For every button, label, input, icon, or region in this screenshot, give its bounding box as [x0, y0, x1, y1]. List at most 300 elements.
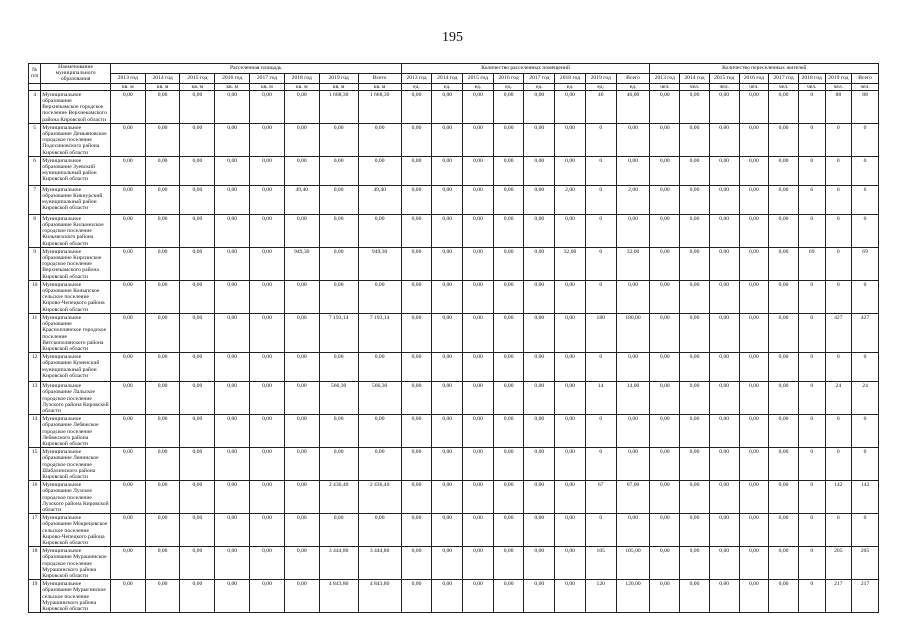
cell-people: 0,00: [769, 481, 799, 514]
cell-area: 49,40: [358, 185, 401, 214]
cell-people: 0,00: [680, 247, 710, 280]
cell-people: 0,00: [739, 156, 769, 185]
cell-area: 0,00: [215, 415, 250, 448]
municipality-name: Муниципальное образование Красноплянское городское поселение Вятскополянского района Кировской области: [41, 313, 111, 352]
cell-rooms: 0,00: [401, 280, 432, 313]
year-people-header: 2015 год: [709, 73, 739, 83]
cell-area: 0,00: [215, 382, 250, 415]
unit-rooms: ед.: [463, 83, 494, 90]
cell-area: 949,30: [284, 247, 319, 280]
cell-area: 0,00: [180, 247, 215, 280]
unit-rooms: ед.: [585, 83, 616, 90]
year-rooms-header: 2018 год: [555, 73, 586, 83]
year-rooms-header: 2017 год: [524, 73, 555, 83]
cell-area: 0,00: [145, 481, 180, 514]
cell-people: 142: [852, 481, 879, 514]
unit-area: кв. м: [284, 83, 319, 90]
cell-rooms: 0: [585, 514, 616, 547]
table-row: [29, 382, 879, 415]
cell-rooms: 0,00: [524, 313, 555, 352]
cell-rooms: 0,00: [524, 353, 555, 382]
cell-rooms: 0,00: [401, 123, 432, 156]
cell-people: 0,00: [650, 448, 680, 481]
cell-people: 0,00: [709, 123, 739, 156]
cell-people: 0,00: [650, 214, 680, 247]
cell-people: 0,00: [739, 481, 769, 514]
unit-people: чел.: [650, 83, 680, 90]
year-area-header: 2018 год: [284, 73, 319, 83]
cell-rooms: 0,00: [616, 214, 650, 247]
municipality-name: Муниципальное образование Ленинское городское поселение Шабалинского района Кировской области: [41, 448, 111, 481]
cell-area: 0,00: [250, 448, 285, 481]
cell-area: 0,00: [319, 353, 358, 382]
year-rooms-header: 2016 год: [493, 73, 524, 83]
cell-people: 0,00: [769, 448, 799, 481]
cell-area: 0,00: [250, 382, 285, 415]
cell-area: 0,00: [284, 382, 319, 415]
cell-rooms: 120: [585, 580, 616, 613]
cell-area: 0,00: [250, 547, 285, 580]
cell-rooms: 0,00: [463, 481, 494, 514]
table-row: [29, 247, 879, 280]
cell-area: 0,00: [215, 214, 250, 247]
cell-area: 0,00: [250, 280, 285, 313]
cell-rooms: 0,00: [555, 313, 586, 352]
cell-area: 0,00: [180, 514, 215, 547]
cell-rooms: 0,00: [493, 247, 524, 280]
cell-rooms: 0,00: [432, 382, 463, 415]
cell-area: 0,00: [215, 313, 250, 352]
cell-people: 0,00: [739, 247, 769, 280]
cell-rooms: 0,00: [616, 156, 650, 185]
cell-people: 0,00: [769, 382, 799, 415]
unit-area: кв. м: [145, 83, 180, 90]
cell-people: 6: [798, 185, 825, 214]
cell-rooms: 0,00: [493, 481, 524, 514]
cell-people: 0,00: [739, 580, 769, 613]
unit-area: кв. м: [250, 83, 285, 90]
cell-area: 0,00: [145, 382, 180, 415]
cell-rooms: 0,00: [401, 90, 432, 123]
header-name: Наименование муниципального образования: [41, 64, 111, 84]
cell-people: 0,00: [650, 580, 680, 613]
cell-area: 0,00: [215, 90, 250, 123]
cell-area: 0,00: [284, 156, 319, 185]
cell-area: 0,00: [215, 247, 250, 280]
cell-people: 0: [852, 448, 879, 481]
cell-rooms: 0,00: [463, 547, 494, 580]
cell-rooms: 0,00: [555, 481, 586, 514]
cell-area: 0,00: [110, 185, 145, 214]
cell-people: 0: [825, 353, 852, 382]
cell-rooms: 0: [585, 415, 616, 448]
year-area-header: 2016 год: [215, 73, 250, 83]
cell-area: 0,00: [284, 547, 319, 580]
cell-area: 0,00: [250, 247, 285, 280]
cell-area: 0,00: [110, 280, 145, 313]
year-area-header: 2013 год: [110, 73, 145, 83]
cell-area: 0,00: [180, 280, 215, 313]
cell-rooms: 0,00: [432, 580, 463, 613]
cell-people: 0,00: [650, 382, 680, 415]
cell-area: 2 436,40: [319, 481, 358, 514]
cell-area: 0,00: [110, 313, 145, 352]
municipality-name: Муниципальное образование Мурыгинское сельское поселение Мурашинского района Кировской области: [41, 580, 111, 613]
cell-area: 0,00: [250, 156, 285, 185]
cell-rooms: 0,00: [616, 415, 650, 448]
cell-people: 0,00: [709, 214, 739, 247]
cell-people: 0: [825, 514, 852, 547]
row-number: 18: [29, 547, 41, 580]
cell-people: 0,00: [680, 90, 710, 123]
cell-area: 0,00: [110, 123, 145, 156]
cell-people: 6: [852, 185, 879, 214]
cell-rooms: 32,00: [616, 247, 650, 280]
cell-rooms: 0,00: [432, 481, 463, 514]
resettlement-table: [28, 63, 879, 613]
cell-people: 0,00: [739, 547, 769, 580]
cell-area: 566,30: [319, 382, 358, 415]
table-row: [29, 580, 879, 613]
cell-rooms: 0,00: [524, 415, 555, 448]
cell-rooms: 0,00: [463, 353, 494, 382]
row-number: 14: [29, 415, 41, 448]
cell-people: 0,00: [680, 353, 710, 382]
year-rooms-header: Всего: [616, 73, 650, 83]
cell-area: 949,30: [358, 247, 401, 280]
cell-people: 0,00: [739, 214, 769, 247]
cell-people: 0,00: [650, 415, 680, 448]
cell-rooms: 0,00: [555, 214, 586, 247]
cell-area: 0,00: [110, 90, 145, 123]
cell-area: 0,00: [180, 90, 215, 123]
cell-rooms: 0,00: [432, 547, 463, 580]
cell-rooms: 0,00: [493, 280, 524, 313]
table-row: [29, 280, 879, 313]
cell-people: 0: [825, 156, 852, 185]
cell-area: 0,00: [215, 481, 250, 514]
cell-people: 0,00: [650, 247, 680, 280]
table-row: [29, 156, 879, 185]
cell-rooms: 180,00: [616, 313, 650, 352]
unit-rooms: ед.: [555, 83, 586, 90]
cell-rooms: 0,00: [555, 280, 586, 313]
cell-people: 0,00: [769, 514, 799, 547]
unit-rooms: ед.: [432, 83, 463, 90]
cell-people: 0: [852, 415, 879, 448]
cell-people: 0,00: [739, 382, 769, 415]
year-people-header: 2017 год: [769, 73, 799, 83]
cell-area: 0,00: [215, 514, 250, 547]
cell-people: 0: [825, 214, 852, 247]
cell-people: 0,00: [709, 247, 739, 280]
unit-people: чел.: [852, 83, 879, 90]
cell-rooms: 180: [585, 313, 616, 352]
cell-people: 0: [852, 214, 879, 247]
cell-rooms: 0,00: [463, 280, 494, 313]
cell-area: 0,00: [110, 156, 145, 185]
cell-area: 0,00: [180, 382, 215, 415]
row-number: 7: [29, 185, 41, 214]
cell-area: 0,00: [358, 123, 401, 156]
cell-people: 217: [825, 580, 852, 613]
cell-rooms: 46,00: [616, 90, 650, 123]
cell-people: 0,00: [680, 280, 710, 313]
cell-rooms: 0,00: [401, 185, 432, 214]
cell-rooms: 0,00: [463, 448, 494, 481]
cell-area: 0,00: [358, 448, 401, 481]
cell-area: 0,00: [180, 547, 215, 580]
cell-people: 0,00: [650, 123, 680, 156]
cell-area: 0,00: [180, 313, 215, 352]
cell-people: 0,00: [650, 156, 680, 185]
cell-people: 0: [852, 156, 879, 185]
cell-area: 0,00: [358, 156, 401, 185]
cell-rooms: 0,00: [616, 353, 650, 382]
year-people-header: 2019 год: [825, 73, 852, 83]
cell-area: 0,00: [145, 123, 180, 156]
cell-rooms: 0,00: [616, 448, 650, 481]
cell-rooms: 0,00: [493, 214, 524, 247]
cell-rooms: 0: [585, 123, 616, 156]
year-area-header: Всего: [358, 73, 401, 83]
year-people-header: 2013 год: [650, 73, 680, 83]
header-num: № п/п: [29, 64, 41, 84]
cell-area: 0,00: [145, 247, 180, 280]
cell-rooms: 0,00: [493, 185, 524, 214]
cell-area: 0,00: [319, 247, 358, 280]
cell-people: 0: [852, 280, 879, 313]
cell-rooms: 0,00: [432, 313, 463, 352]
cell-rooms: 0,00: [432, 156, 463, 185]
cell-people: 0,00: [739, 280, 769, 313]
cell-rooms: 2,00: [555, 185, 586, 214]
municipality-name: Муниципальное образование Верхнекамское городское поселение Верхнекамского района Кировской области: [41, 90, 111, 123]
cell-rooms: 0: [585, 280, 616, 313]
cell-people: 0,00: [709, 353, 739, 382]
cell-rooms: 0,00: [432, 90, 463, 123]
table-row: [29, 448, 879, 481]
cell-area: 0,00: [215, 185, 250, 214]
table-row: [29, 185, 879, 214]
cell-people: 0,00: [739, 448, 769, 481]
cell-people: 0,00: [650, 280, 680, 313]
cell-people: 0,00: [680, 415, 710, 448]
cell-people: 0,00: [709, 481, 739, 514]
cell-people: 0,00: [680, 481, 710, 514]
cell-people: 0,00: [650, 481, 680, 514]
cell-rooms: 32,00: [555, 247, 586, 280]
cell-people: 0,00: [709, 415, 739, 448]
cell-area: 0,00: [110, 353, 145, 382]
cell-people: 0: [798, 353, 825, 382]
cell-people: 0: [798, 382, 825, 415]
cell-rooms: 0,00: [463, 123, 494, 156]
cell-people: 88: [825, 90, 852, 123]
cell-area: 0,00: [180, 448, 215, 481]
cell-area: 0,00: [319, 214, 358, 247]
cell-area: 0,00: [145, 313, 180, 352]
unit-area: кв. м: [110, 83, 145, 90]
cell-rooms: 0: [585, 448, 616, 481]
cell-people: 0,00: [739, 514, 769, 547]
cell-rooms: 0,00: [555, 382, 586, 415]
municipality-name: Муниципальное образование Лебяжское городское поселение Лебяжского района Кировской области: [41, 415, 111, 448]
cell-people: 205: [825, 547, 852, 580]
cell-rooms: 0,00: [432, 123, 463, 156]
cell-area: 0,00: [180, 156, 215, 185]
cell-area: 0,00: [180, 415, 215, 448]
cell-people: 0: [798, 214, 825, 247]
cell-people: 0: [798, 123, 825, 156]
row-number: 8: [29, 214, 41, 247]
cell-people: 142: [825, 481, 852, 514]
cell-area: 1 668,30: [319, 90, 358, 123]
cell-rooms: 0,00: [463, 382, 494, 415]
cell-area: 0,00: [215, 448, 250, 481]
municipality-name: Муниципальное образование Мокрецовское сельское поселение Кирово-Чепецкого района Кировской области: [41, 514, 111, 547]
cell-rooms: 14,00: [616, 382, 650, 415]
row-number: 16: [29, 481, 41, 514]
cell-area: 0,00: [145, 415, 180, 448]
cell-rooms: 0,00: [524, 280, 555, 313]
cell-people: 0,00: [769, 353, 799, 382]
cell-area: 0,00: [110, 514, 145, 547]
cell-rooms: 0,00: [524, 214, 555, 247]
cell-area: 0,00: [250, 214, 285, 247]
cell-area: 0,00: [110, 547, 145, 580]
cell-area: 0,00: [145, 185, 180, 214]
cell-area: 0,00: [145, 448, 180, 481]
cell-rooms: 0,00: [524, 514, 555, 547]
municipality-name: Муниципальное образование Кикнурский муниципальный район Кировской области: [41, 185, 111, 214]
cell-rooms: 2,00: [616, 185, 650, 214]
cell-area: 0,00: [284, 514, 319, 547]
cell-rooms: 0,00: [401, 156, 432, 185]
cell-rooms: 0,00: [524, 123, 555, 156]
cell-rooms: 0,00: [524, 448, 555, 481]
cell-area: 0,00: [284, 214, 319, 247]
cell-people: 0,00: [650, 185, 680, 214]
cell-rooms: 0,00: [555, 156, 586, 185]
cell-rooms: 0,00: [555, 123, 586, 156]
year-area-header: 2015 год: [180, 73, 215, 83]
cell-area: 0,00: [250, 481, 285, 514]
unit-area: кв. м: [358, 83, 401, 90]
cell-rooms: 0,00: [432, 415, 463, 448]
cell-people: 0: [852, 353, 879, 382]
cell-people: 0,00: [769, 313, 799, 352]
row-number: 15: [29, 448, 41, 481]
unit-area: кв. м: [215, 83, 250, 90]
year-people-header: 2016 год: [739, 73, 769, 83]
cell-rooms: 0,00: [401, 353, 432, 382]
unit-area: кв. м: [319, 83, 358, 90]
cell-people: 0,00: [709, 280, 739, 313]
cell-people: 0: [825, 448, 852, 481]
municipality-name: Муниципальное образование Коныпское сельское поселение Кирово-Чепецкого района Кировской области: [41, 280, 111, 313]
header-rooms-group: Количество расселенных помещений: [401, 64, 650, 74]
year-area-header: 2017 год: [250, 73, 285, 83]
cell-area: 0,00: [145, 547, 180, 580]
cell-area: 0,00: [110, 448, 145, 481]
cell-area: 0,00: [250, 580, 285, 613]
table-row: [29, 313, 879, 352]
cell-people: 0: [825, 185, 852, 214]
cell-rooms: 0,00: [555, 514, 586, 547]
cell-area: 0,00: [284, 123, 319, 156]
cell-people: 427: [852, 313, 879, 352]
cell-people: 0,00: [769, 156, 799, 185]
cell-people: 0,00: [769, 185, 799, 214]
cell-people: 0,00: [650, 90, 680, 123]
cell-people: 0,00: [739, 123, 769, 156]
cell-area: 0,00: [319, 448, 358, 481]
cell-people: 0: [852, 514, 879, 547]
cell-people: 0,00: [680, 185, 710, 214]
cell-people: 0,00: [769, 580, 799, 613]
cell-people: 0: [825, 123, 852, 156]
cell-people: 0,00: [680, 382, 710, 415]
cell-area: 0,00: [284, 481, 319, 514]
table-row: [29, 514, 879, 547]
cell-area: 0,00: [319, 415, 358, 448]
cell-area: 0,00: [284, 353, 319, 382]
cell-area: 0,00: [110, 247, 145, 280]
table-row: [29, 123, 879, 156]
unit-people: чел.: [825, 83, 852, 90]
cell-people: 0: [852, 123, 879, 156]
cell-rooms: 0,00: [401, 313, 432, 352]
unit-people: чел.: [739, 83, 769, 90]
cell-rooms: 0,00: [524, 580, 555, 613]
cell-people: 0: [798, 448, 825, 481]
cell-rooms: 67: [585, 481, 616, 514]
cell-people: 0,00: [650, 547, 680, 580]
cell-area: 0,00: [180, 123, 215, 156]
cell-rooms: 105: [585, 547, 616, 580]
cell-rooms: 0,00: [401, 514, 432, 547]
cell-area: 0,00: [284, 580, 319, 613]
cell-rooms: 0,00: [463, 415, 494, 448]
cell-people: 0,00: [769, 247, 799, 280]
cell-rooms: 0,00: [493, 580, 524, 613]
unit-rooms: ед.: [524, 83, 555, 90]
unit-people: чел.: [798, 83, 825, 90]
cell-rooms: 0,00: [555, 353, 586, 382]
cell-area: 7 193,14: [358, 313, 401, 352]
cell-rooms: 0,00: [616, 514, 650, 547]
municipality-name: Муниципальное образование Куменский муниципальный район Кировской области: [41, 353, 111, 382]
table-row: [29, 481, 879, 514]
cell-rooms: 0,00: [555, 547, 586, 580]
cell-rooms: 0,00: [432, 280, 463, 313]
cell-area: 0,00: [250, 123, 285, 156]
cell-area: 0,00: [319, 123, 358, 156]
cell-area: 0,00: [250, 185, 285, 214]
cell-area: 0,00: [284, 313, 319, 352]
unit-rooms: ед.: [616, 83, 650, 90]
cell-people: 427: [825, 313, 852, 352]
cell-area: 0,00: [145, 280, 180, 313]
cell-area: 0,00: [180, 214, 215, 247]
cell-people: 0: [798, 156, 825, 185]
unit-area: кв. м: [180, 83, 215, 90]
cell-people: 0,00: [769, 547, 799, 580]
year-people-header: Всего: [852, 73, 879, 83]
cell-rooms: 0: [585, 156, 616, 185]
cell-rooms: 46: [585, 90, 616, 123]
